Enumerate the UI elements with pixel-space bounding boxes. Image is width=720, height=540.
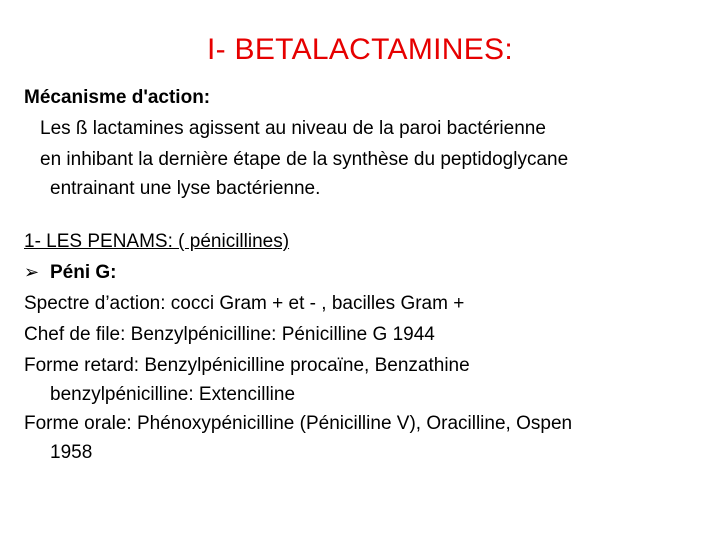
slide-title: I- BETALACTAMINES: xyxy=(206,33,513,66)
forme-retard-line-1: Forme retard: Benzylpénicilline procaïne, Benzathine xyxy=(24,355,470,376)
spectre-line: Spectre d’action: cocci Gram + et - , bacilles Gram + xyxy=(24,293,465,314)
forme-orale-line-2: 1958 xyxy=(50,442,93,463)
penams-heading xyxy=(24,226,704,257)
mecanisme-line-3: entrainant une lyse bactérienne. xyxy=(50,178,321,199)
chef-de-file-line: Chef de file: Benzylpénicilline: Pénicilline G 1944 xyxy=(24,324,435,345)
slide-body xyxy=(24,82,704,466)
peni-g-bullet xyxy=(24,257,704,288)
peni-g-label: Péni G: xyxy=(50,262,117,283)
forme-orale-line-1: Forme orale: Phénoxypénicilline (Pénicilline V), Oracilline, Ospen xyxy=(24,413,573,434)
mecanisme-line-1: Les ß lactamines agissent au niveau de la paroi bactérienne xyxy=(40,118,546,139)
section-gap xyxy=(24,202,704,226)
arrow-bullet-icon: ➢ xyxy=(24,262,40,282)
mecanisme-heading: Mécanisme d'action: xyxy=(24,87,211,108)
mecanisme-line-2: en inhibant la dernière étape de la synthèse du peptidoglycane xyxy=(40,149,569,170)
forme-retard-line-2: benzylpénicilline: Extencilline xyxy=(50,384,296,405)
penams-heading-text: 1- LES PENAMS: ( pénicillines) xyxy=(24,231,290,252)
